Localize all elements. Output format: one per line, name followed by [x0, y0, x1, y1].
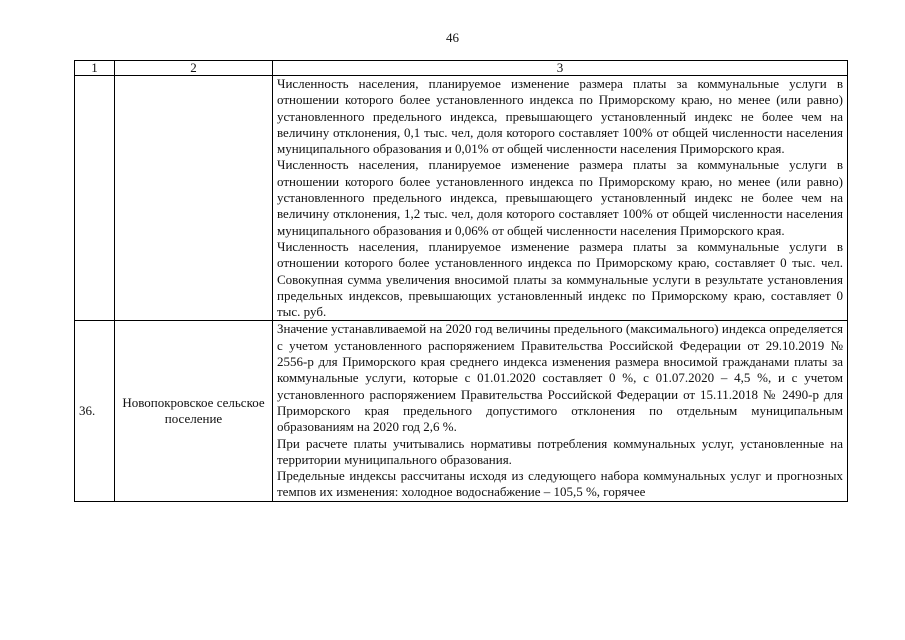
row-description: [273, 321, 848, 501]
row-number: [75, 76, 115, 321]
description-paragraph: Численность населения, планируемое изменение размера платы за коммунальные услуги в отношении которого более установленного индекса по Приморскому краю, но менее (или равно) установленного предельного индекса, превышающего установленный индекс не более чем на величину отклонения, 0,1 тыс. чел, доля которого составляет 100% от общей численности населения муниципального образования и 0,01% от общей численности населения Приморского края.: [277, 76, 843, 157]
data-table: [74, 60, 848, 502]
description-paragraph: Численность населения, планируемое изменение размера платы за коммунальные услуги в отношении которого более установленного индекса по Приморскому краю, но менее (или равно) установленного предельного индекса, превышающего установленный индекс не более чем на величину отклонения, 1,2 тыс. чел, доля которого составляет 100% от общей численности населения муниципального образования и 0,06% от общей численности населения Приморского края.: [277, 157, 843, 238]
table-header-row: [75, 61, 848, 76]
municipality-name: [115, 76, 273, 321]
table-row: [75, 321, 848, 501]
description-paragraph: При расчете платы учитывались нормативы потребления коммунальных услуг, установленные на территории муниципального образования.: [277, 435, 843, 467]
header-col-3: 3: [273, 61, 848, 76]
table-row: [75, 76, 848, 321]
page-number: 46: [446, 30, 459, 45]
row-description: [273, 76, 848, 321]
header-col-2: 2: [115, 61, 273, 76]
description-paragraph: Значение устанавливаемой на 2020 год величины предельного (максимального) индекса определяется с учетом установленного распоряжением Правительства Российской Федерации от 29.10.2019 № 2556-р для Приморского края среднего индекса изменения размера вносимой гражданами платы за коммунальные услуги, которые с 01.01.2020 составляет 0 %, с 01.07.2020 – 4,5 %, и с учетом установленного распоряжением Правительства Российской Федерации от 15.11.2018 № 2490-р для Приморского края предельного допустимого отклонения по отдельным муниципальным образованиям на 2020 год 2,6 %.: [277, 321, 843, 435]
description-paragraph: Численность населения, планируемое изменение размера платы за коммунальные услуги в отношении которого более установленного индекса по Приморскому краю, составляет 0 тыс. чел. Совокупная сумма увеличения вносимой платы за коммунальные услуги в результате установления предельных индексов, превышающих установленный индекс по Приморскому краю, составляет 0 тыс. руб.: [277, 238, 843, 320]
description-paragraph: Предельные индексы рассчитаны исходя из следующего набора коммунальных услуг и прогнозных темпов их изменения: холодное водоснабжение – 105,5 %, горячее: [277, 468, 843, 500]
header-col-1: 1: [75, 61, 115, 76]
municipality-name: Новопокровское сельское поселение: [115, 321, 273, 501]
row-number: 36.: [75, 321, 115, 501]
